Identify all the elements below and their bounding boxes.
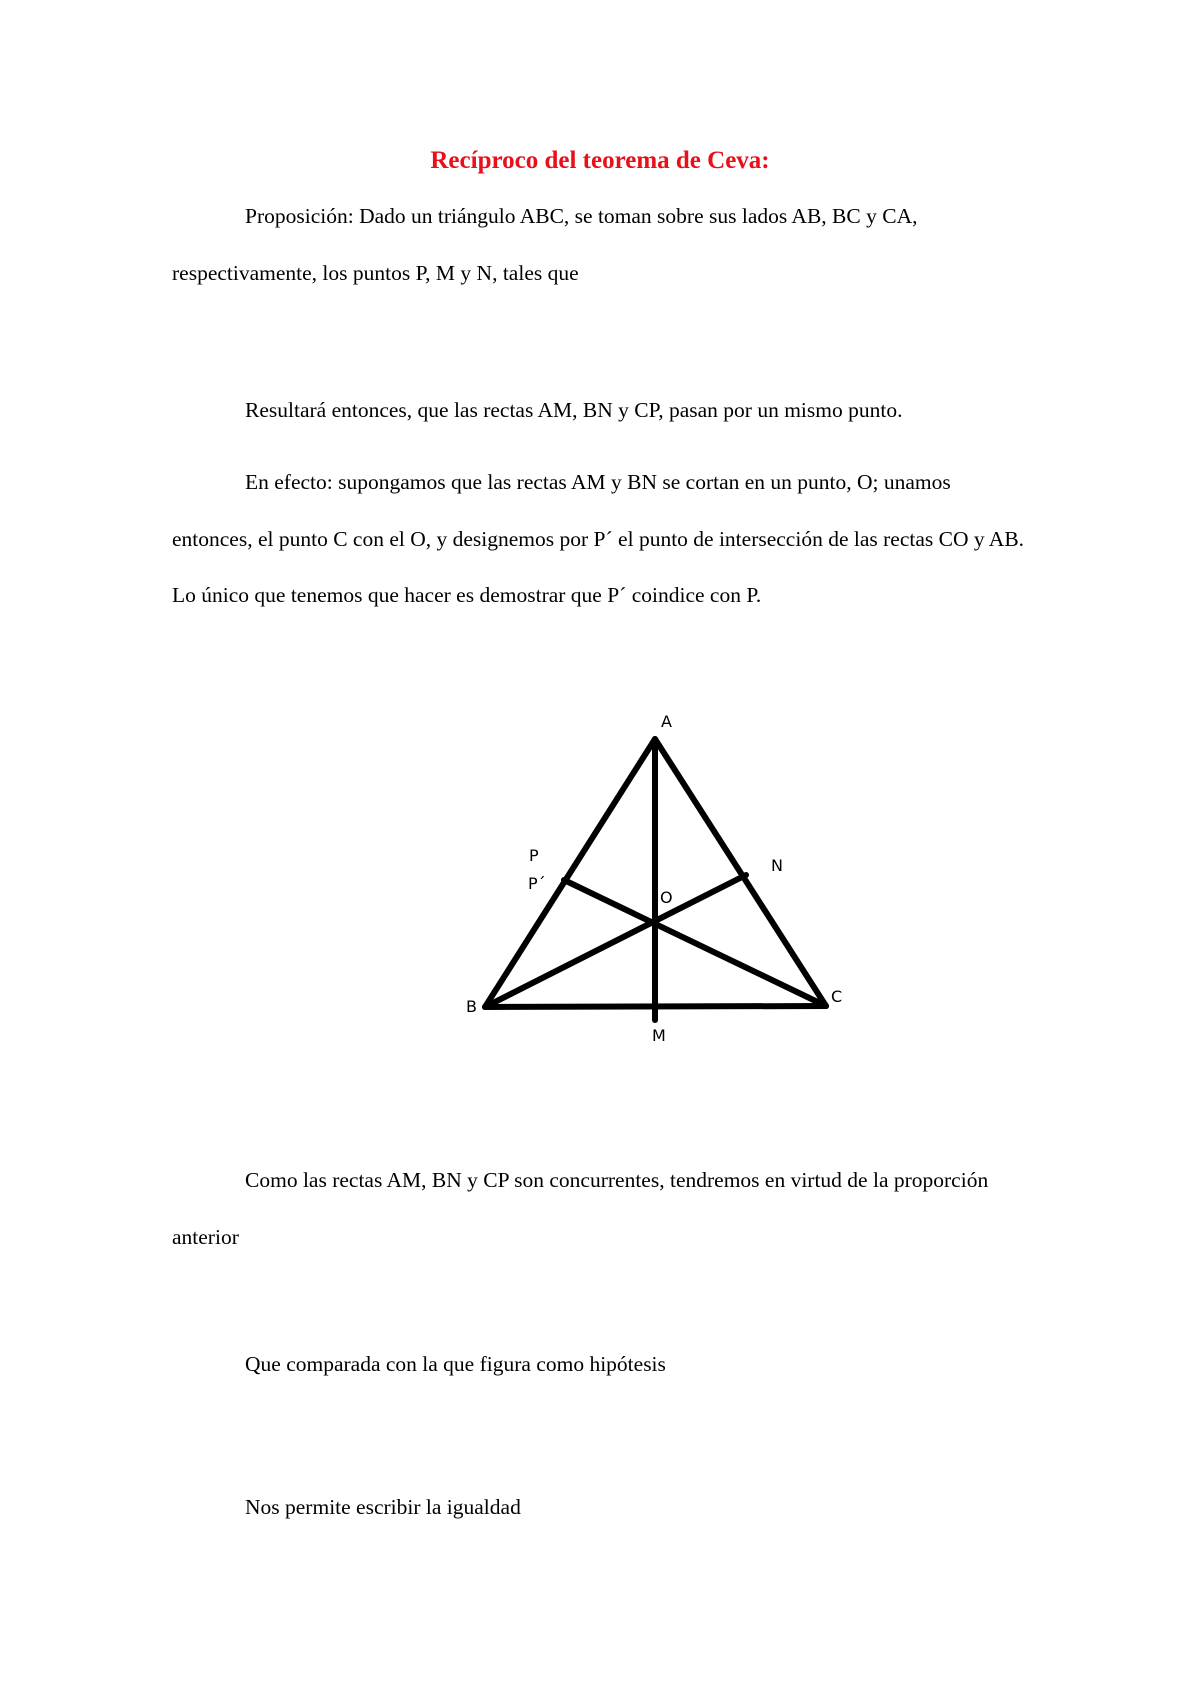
triangle-diagram — [440, 700, 860, 1050]
paragraph-comparison: Que comparada con la que figura como hipótesis — [245, 1352, 666, 1376]
label-p-prime: P´ — [528, 874, 546, 893]
paragraph-equality: Nos permite escribir la igualdad — [245, 1495, 521, 1519]
label-b: B — [466, 997, 477, 1016]
label-o: O — [660, 888, 673, 907]
label-a: A — [661, 712, 672, 731]
label-n: N — [771, 856, 783, 875]
document-title: Recíproco del teorema de Ceva: — [430, 147, 770, 174]
label-m: M — [652, 1026, 666, 1045]
label-c: C — [831, 987, 843, 1006]
paragraph-conclusion: Resultará entonces, que las rectas AM, BN y CP, pasan por un mismo punto. — [245, 398, 903, 422]
paragraph-proposition: Proposición: Dado un triángulo ABC, se toman sobre sus lados AB, BC y CA, respectivamente, los puntos P, M y N, tales que — [172, 204, 918, 285]
label-p: P — [529, 846, 539, 865]
paragraph-concurrent: Como las rectas AM, BN y CP son concurrentes, tendremos en virtud de la proporción anterior — [172, 1168, 989, 1249]
triangle-figure — [440, 700, 860, 1050]
paragraph-proof: En efecto: supongamos que las rectas AM y BN se cortan en un punto, O; unamos entonces, el punto C con el O, y designemos por P´ el punto de intersección de las rectas CO y AB. Lo único que tenemos que hacer es demostrar que P´ coindice con P. — [172, 470, 1025, 607]
